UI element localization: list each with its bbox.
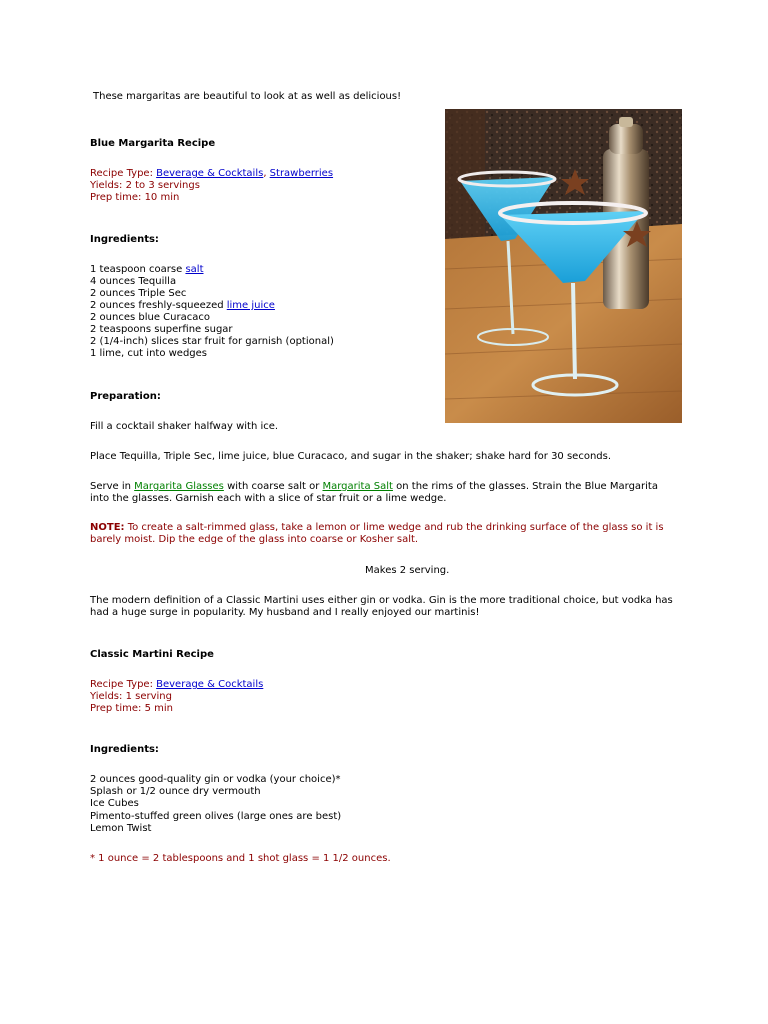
prep-step-1: Fill a cocktail shaker halfway with ice. — [90, 421, 279, 432]
blue-yields: Yields: 2 to 3 servings — [90, 180, 200, 191]
note-label: NOTE: — [90, 522, 125, 533]
prep-step-3 — [90, 481, 680, 505]
ingredient-salt — [90, 264, 204, 276]
ingredient-tequilla: 4 ounces Tequilla — [90, 276, 177, 287]
blue-margarita-photo — [445, 109, 682, 423]
ingredient-starfruit: 2 (1/4-inch) slices star fruit for garnish (optional) — [90, 336, 334, 347]
blue-margarita-title: Blue Margarita Recipe — [90, 138, 216, 149]
lime-juice-link[interactable]: lime juice — [226, 300, 275, 311]
intro-text: These margaritas are beautiful to look at as well as delicious! — [93, 91, 402, 102]
martini-recipe-type — [90, 679, 263, 691]
martini-ingredient-lemon: Lemon Twist — [90, 823, 152, 834]
beverage-cocktails-link[interactable]: Beverage & Cocktails — [156, 168, 264, 179]
separator: , — [263, 168, 270, 179]
ingredient-lime-text: 2 ounces freshly-squeezed — [90, 300, 227, 311]
martini-prep-time: Prep time: 5 min — [90, 703, 173, 714]
martini-footnote: * 1 ounce = 2 tablespoons and 1 shot glass = 1 1/2 ounces. — [90, 853, 391, 864]
martini-yields: Yields: 1 serving — [90, 691, 172, 702]
step3-text-c: on the rims of the glasses. Strain the Blue Margarita into the glasses. Garnish each with a slice of star fruit or a lime wedge. — [90, 481, 658, 504]
martini-ingredient-ice: Ice Cubes — [90, 798, 139, 809]
blue-prep-time: Prep time: 10 min — [90, 192, 180, 203]
ingredient-lime-juice — [90, 300, 275, 312]
ingredient-triple-sec: 2 ounces Triple Sec — [90, 288, 187, 299]
recipe-type-label: Recipe Type: — [90, 168, 157, 179]
blue-recipe-type — [90, 168, 333, 180]
preparation-heading: Preparation: — [90, 391, 161, 402]
martini-recipe-type-label: Recipe Type: — [90, 679, 157, 690]
ingredient-lime-wedges: 1 lime, cut into wedges — [90, 348, 208, 359]
note-paragraph — [90, 522, 680, 546]
salt-link[interactable]: salt — [185, 264, 204, 275]
martini-ingredient-olives: Pimento-stuffed green olives (large ones are best) — [90, 811, 342, 822]
martini-title: Classic Martini Recipe — [90, 649, 214, 660]
martini-ingredients-heading: Ingredients: — [90, 744, 159, 755]
blue-ingredients-heading: Ingredients: — [90, 234, 159, 245]
martini-beverage-cocktails-link[interactable]: Beverage & Cocktails — [156, 679, 264, 690]
strawberries-link[interactable]: Strawberries — [269, 168, 334, 179]
ingredient-sugar: 2 teaspoons superfine sugar — [90, 324, 233, 335]
ingredient-curacaco: 2 ounces blue Curacaco — [90, 312, 210, 323]
martini-ingredient-gin: 2 ounces good-quality gin or vodka (your choice)* — [90, 774, 341, 785]
note-text: To create a salt-rimmed glass, take a lemon or lime wedge and rub the drinking surface of the glass so it is barely moist. Dip the edge of the glass into coarse or Kosher salt. — [90, 522, 664, 545]
margarita-glasses-link[interactable]: Margarita Glasses — [134, 481, 224, 492]
step3-text-a: Serve in — [90, 481, 135, 492]
prep-step-2: Place Tequilla, Triple Sec, lime juice, blue Curacaco, and sugar in the shaker; shake hard for 30 seconds. — [90, 451, 612, 462]
makes-servings: Makes 2 serving. — [365, 565, 450, 576]
ingredient-salt-text: 1 teaspoon coarse — [90, 264, 186, 275]
martini-intro: The modern definition of a Classic Martini uses either gin or vodka. Gin is the more traditional choice, but vodka has had a huge surge in popularity. My husband and I really enjoyed our martinis! — [90, 595, 673, 618]
margarita-salt-link[interactable]: Margarita Salt — [322, 481, 393, 492]
step3-text-b: with coarse salt or — [223, 481, 323, 492]
martini-ingredient-vermouth: Splash or 1/2 ounce dry vermouth — [90, 786, 261, 797]
